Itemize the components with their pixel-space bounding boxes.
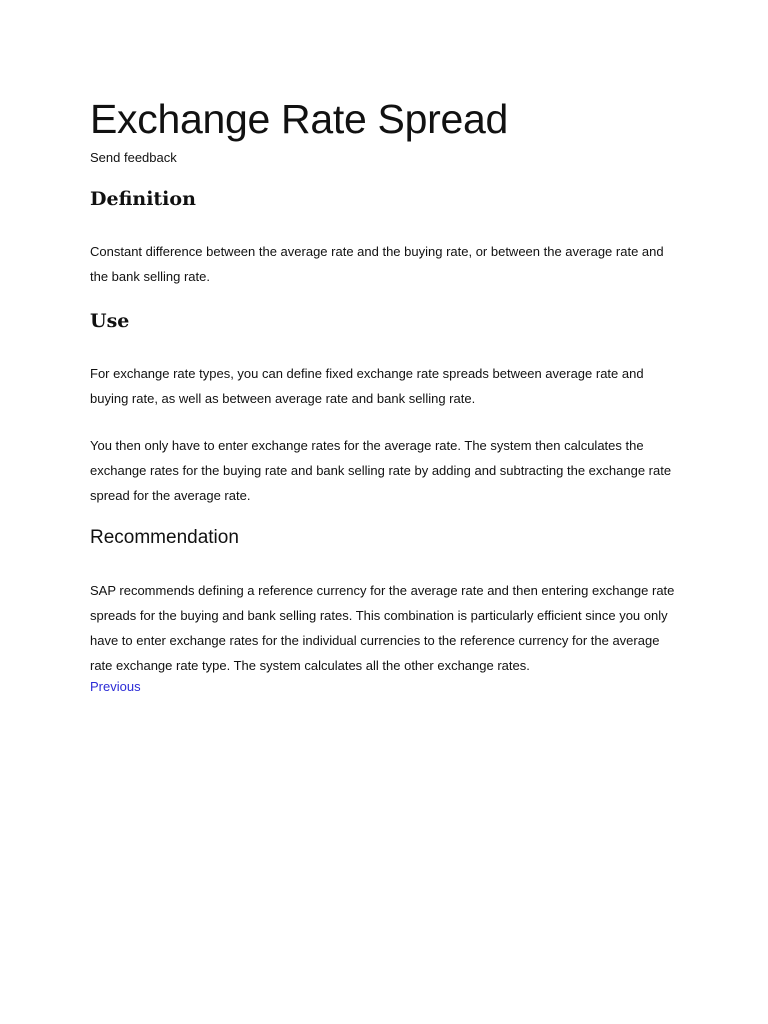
use-paragraph-1: For exchange rate types, you can define fixed exchange rate spreads between average rate and buying rate, as well as between average rate and bank selling rate. bbox=[90, 366, 644, 406]
recommendation-paragraph: SAP recommends defining a reference currency for the average rate and then entering exchange rate spreads for the buying and bank selling rates. This combination is particularly efficient since you only have to enter exchange rates for the individual currencies to the reference currency for the average rate exchange rate type. The system calculates all the other exchange rates. bbox=[90, 583, 675, 673]
recommendation-heading: Recommendation bbox=[90, 527, 239, 548]
use-heading: Use bbox=[90, 310, 130, 332]
definition-heading: Definition bbox=[90, 188, 196, 210]
use-paragraph-2: You then only have to enter exchange rates for the average rate. The system then calculates the exchange rates for the buying rate and bank selling rate by adding and subtracting the exchange rate spread for the average rate. bbox=[90, 438, 672, 503]
document-page bbox=[90, 96, 685, 696]
previous-link[interactable]: Previous bbox=[90, 679, 141, 694]
send-feedback-link[interactable]: Send feedback bbox=[90, 150, 177, 165]
definition-paragraph: Constant difference between the average rate and the buying rate, or between the average rate and the bank selling rate. bbox=[90, 244, 664, 284]
page-title: Exchange Rate Spread bbox=[90, 96, 508, 142]
